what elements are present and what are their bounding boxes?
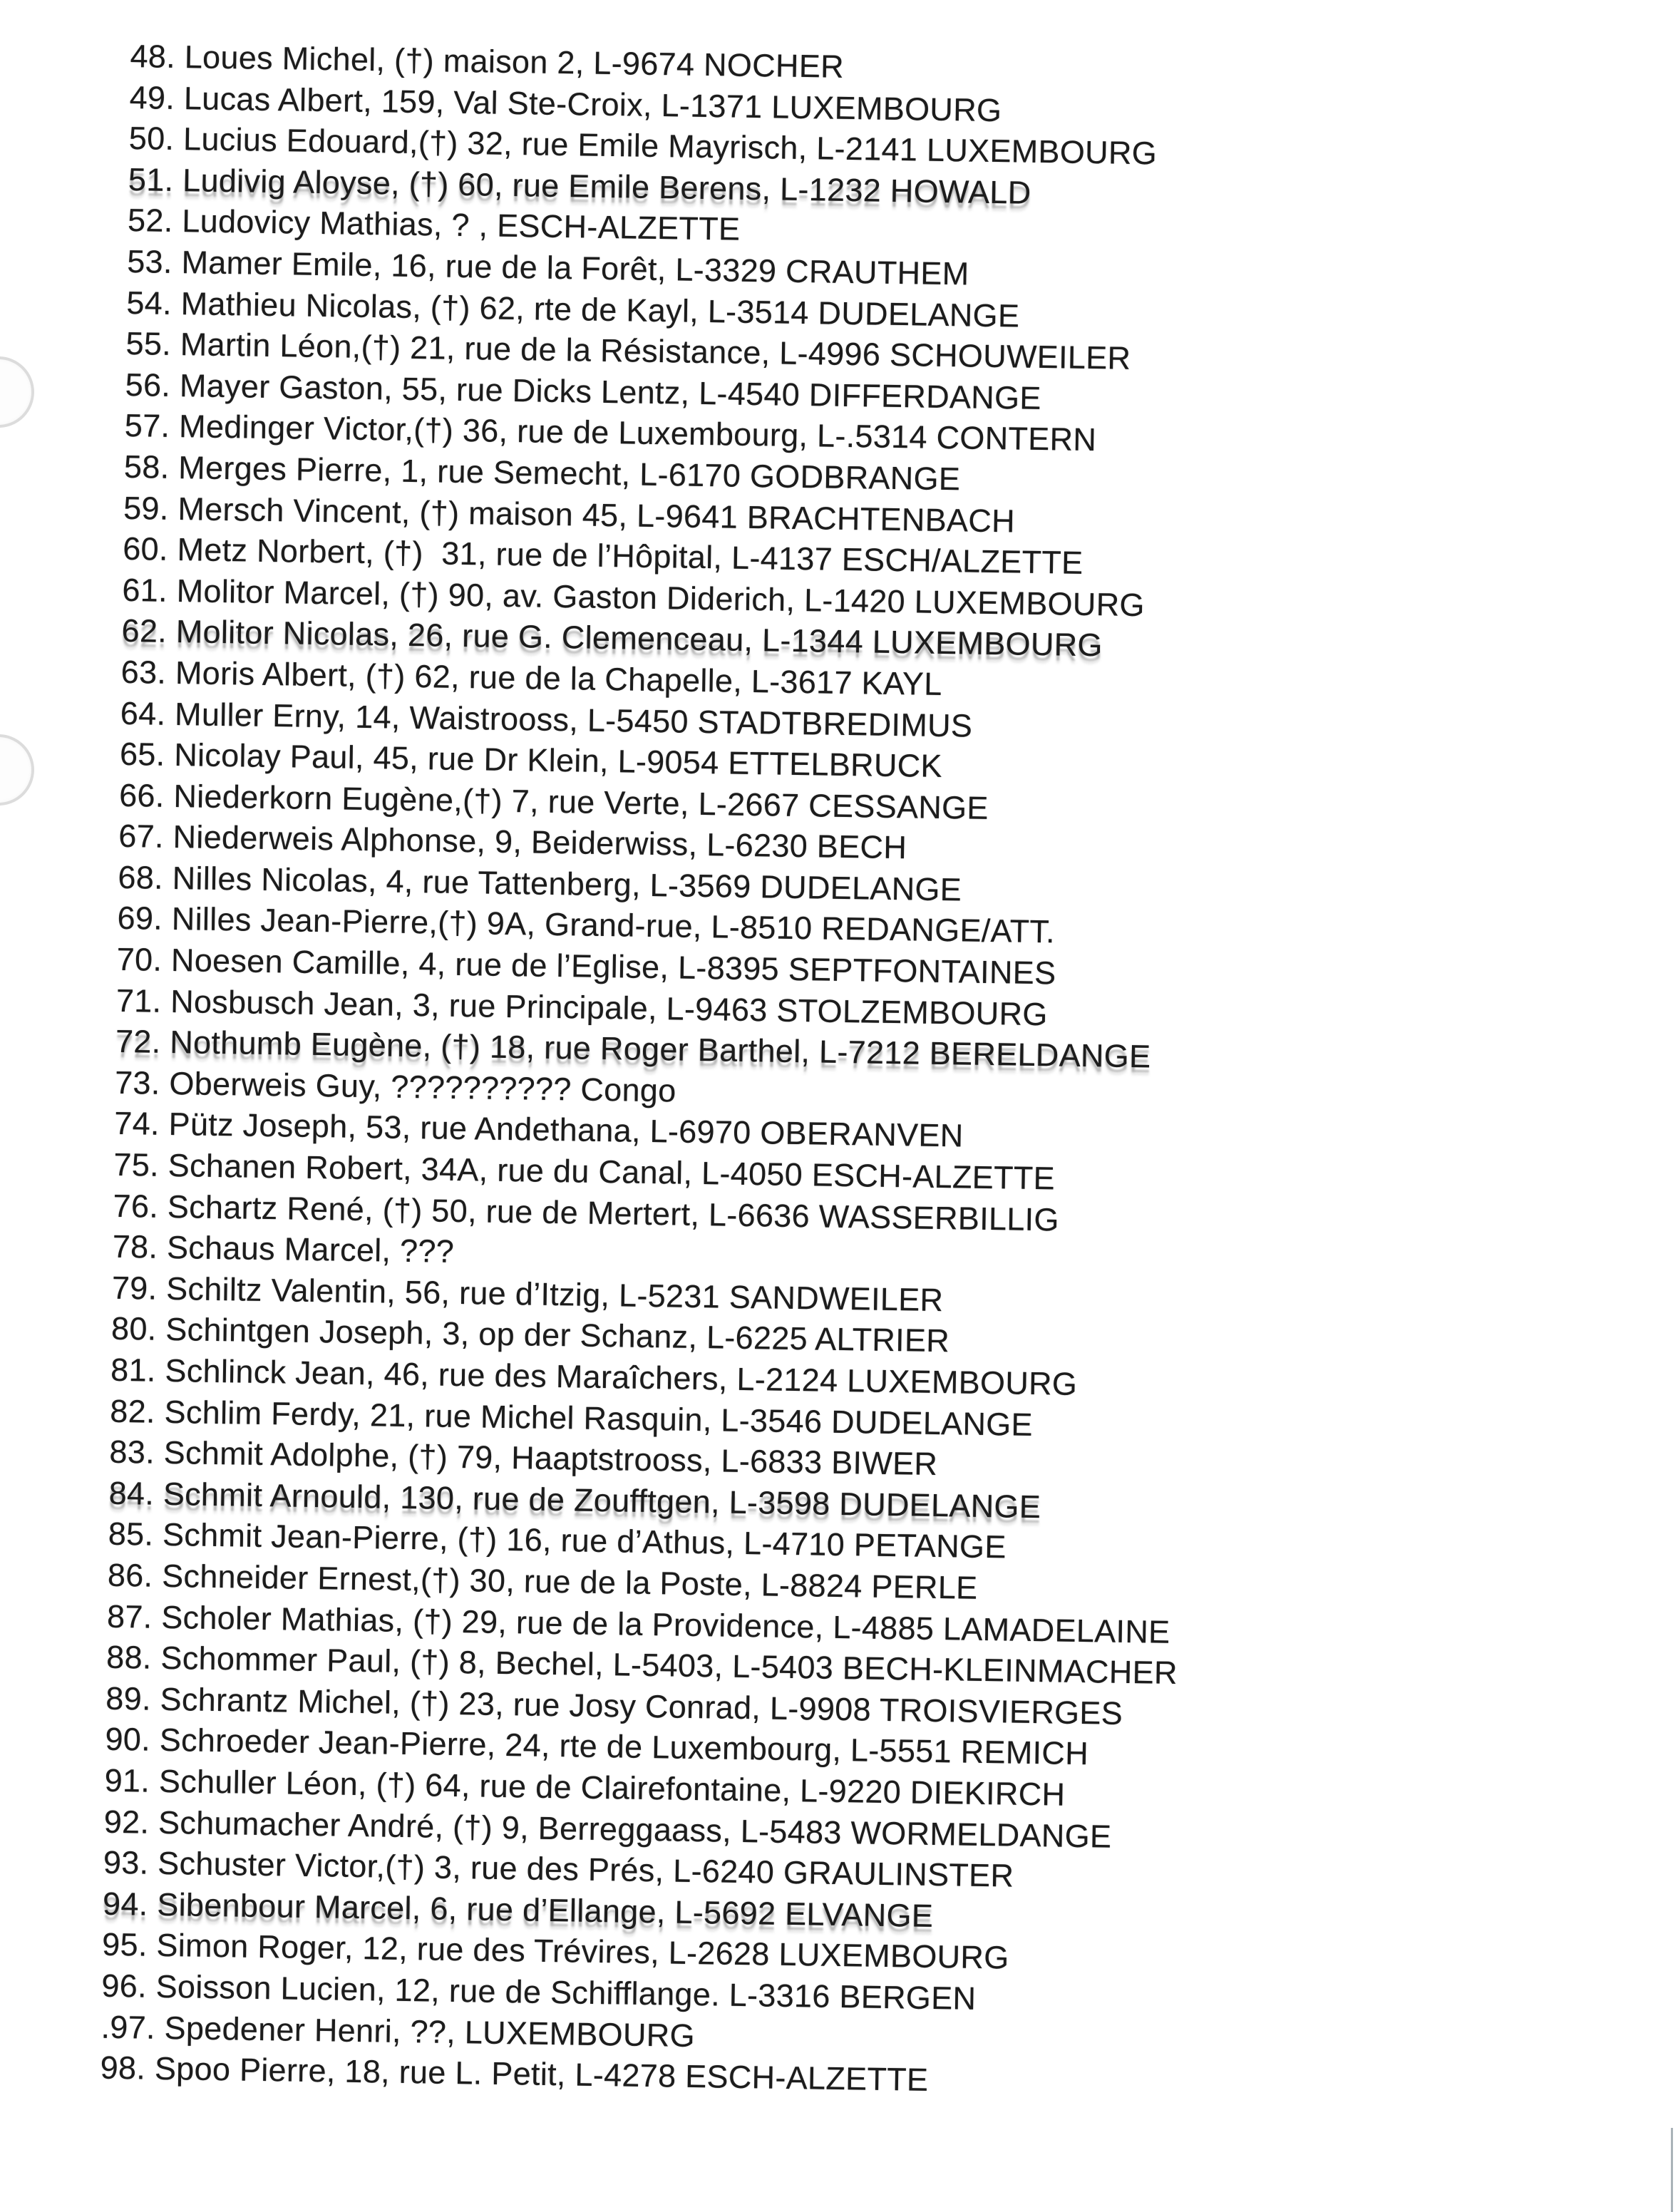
list-entry: 80. Schintgen Joseph, 3, op der Schanz, L-6225 ALTRIER bbox=[110, 1310, 950, 1359]
list-entry: 85. Schmit Jean-Pierre, (†) 16, rue d’Athus, L-4710 PETANGE bbox=[108, 1516, 1007, 1565]
list-entry: 56. Mayer Gaston, 55, rue Dicks Lentz, L-4540 DIFFERDANGE bbox=[125, 366, 1042, 416]
list-entry: 94. Sibenbour Marcel, 6, rue d’Ellange, L-5692 ELVANGE bbox=[102, 1885, 934, 1934]
list-entry: 78. Schaus Marcel, ??? bbox=[112, 1228, 455, 1270]
list-entry: 88. Schommer Paul, (†) 8, Bechel, L-5403, L-5403 BECH-KLEINMACHER bbox=[105, 1638, 1178, 1692]
list-entry: 76. Schartz René, (†) 50, rue de Mertert, L-6636 WASSERBILLIG bbox=[113, 1187, 1060, 1238]
scanner-edge-line bbox=[1671, 2128, 1673, 2212]
list-entry: 63. Moris Albert, (†) 62, rue de la Chapelle, L-3617 KAYL bbox=[120, 653, 942, 702]
list-entry: 66. Niederkorn Eugène,(†) 7, rue Verte, L-2667 CESSANGE bbox=[118, 776, 989, 826]
list-entry: 61. Molitor Marcel, (†) 90, av. Gaston Diderich, L-1420 LUXEMBOURG bbox=[122, 571, 1146, 623]
list-entry: 95. Simon Roger, 12, rue des Trévires, L-2628 LUXEMBOURG bbox=[101, 1926, 1009, 1976]
list-entry: 60. Metz Norbert, (†) 31, rue de l’Hôpital, L-4137 ESCH/ALZETTE bbox=[122, 530, 1084, 582]
list-entry: 81. Schlinck Jean, 46, rue des Maraîchers, L-2124 LUXEMBOURG bbox=[110, 1351, 1078, 1402]
list-entry: .97. Spedener Henri, ??, LUXEMBOURG bbox=[101, 2008, 696, 2054]
list-entry: 54. Mathieu Nicolas, (†) 62, rte de Kayl, L-3514 DUDELANGE bbox=[126, 284, 1020, 334]
list-entry: 89. Schrantz Michel, (†) 23, rue Josy Conrad, L-9908 TROISVIERGES bbox=[105, 1679, 1123, 1732]
list-entry: 91. Schuller Léon, (†) 64, rue de Clairefontaine, L-9220 DIEKIRCH bbox=[104, 1761, 1066, 1813]
list-entry: 82. Schlim Ferdy, 21, rue Michel Rasquin, L-3546 DUDELANGE bbox=[110, 1392, 1034, 1443]
list-entry: 49. Lucas Albert, 159, Val Ste-Croix, L-1371 LUXEMBOURG bbox=[129, 78, 1002, 128]
list-entry: 48. Loues Michel, (†) maison 2, L-9674 NOCHER bbox=[130, 37, 845, 85]
list-entry: 83. Schmit Adolphe, (†) 79, Haaptstrooss, L-6833 BIWER bbox=[109, 1433, 938, 1483]
list-entry: 62. Molitor Nicolas, 26, rue G. Clemenceau, L-1344 LUXEMBOURG bbox=[121, 612, 1103, 664]
list-entry: 50. Lucius Edouard,(†) 32, rue Emile Mayrisch, L-2141 LUXEMBOURG bbox=[128, 120, 1158, 172]
entry-list bbox=[100, 36, 1528, 2109]
list-entry: 84. Schmit Arnould, 130, rue de Zoufftgen, L-3598 DUDELANGE bbox=[108, 1474, 1041, 1525]
list-entry: 73. Oberweis Guy, ?????????? Congo bbox=[114, 1064, 676, 1109]
list-entry: 74. Pütz Joseph, 53, rue Andethana, L-6970 OBERANVEN bbox=[113, 1105, 964, 1154]
list-entry: 79. Schiltz Valentin, 56, rue d’Itzig, L-5231 SANDWEILER bbox=[111, 1269, 944, 1318]
list-entry: 70. Noesen Camille, 4, rue de l’Eglise, L-8395 SEPTFONTAINES bbox=[116, 940, 1056, 992]
list-entry: 65. Nicolay Paul, 45, rue Dr Klein, L-9054 ETTELBRUCK bbox=[119, 735, 943, 785]
binder-hole-top bbox=[0, 356, 34, 428]
list-entry: 69. Nilles Jean-Pierre,(†) 9A, Grand-rue, L-8510 REDANGE/ATT. bbox=[117, 900, 1056, 950]
list-entry: 68. Nilles Nicolas, 4, rue Tattenberg, L-3569 DUDELANGE bbox=[118, 858, 962, 908]
list-entry: 51. Ludivig Aloyse, (†) 60, rue Emile Berens, L-1232 HOWALD bbox=[128, 160, 1031, 211]
list-entry: 93. Schuster Victor,(†) 3, rue des Prés, L-6240 GRAULINSTER bbox=[103, 1843, 1014, 1894]
binder-hole-bottom bbox=[0, 734, 34, 806]
list-entry: 96. Soisson Lucien, 12, rue de Schifflange. L-3316 BERGEN bbox=[101, 1967, 977, 2017]
list-entry: 87. Scholer Mathias, (†) 29, rue de la Providence, L-4885 LAMADELAINE bbox=[106, 1598, 1170, 1650]
list-entry: 98. Spoo Pierre, 18, rue L. Petit, L-4278 ESCH-ALZETTE bbox=[100, 2049, 929, 2099]
list-entry: 75. Schanen Robert, 34A, rue du Canal, L-4050 ESCH-ALZETTE bbox=[113, 1146, 1056, 1197]
list-entry: 72. Nothumb Eugène, (†) 18, rue Roger Barthel, L-7212 BERELDANGE bbox=[115, 1023, 1151, 1075]
list-entry: 53. Mamer Emile, 16, rue de la Forêt, L-3329 CRAUTHEM bbox=[126, 242, 969, 292]
list-entry: 58. Merges Pierre, 1, rue Semecht, L-6170 GODBRANGE bbox=[123, 448, 961, 498]
list-entry: 52. Ludovicy Mathias, ? , ESCH-ALZETTE bbox=[127, 202, 741, 248]
list-entry: 92. Schumacher André, (†) 9, Berreggaass, L-5483 WORMELDANGE bbox=[103, 1803, 1112, 1855]
list-entry: 57. Medinger Victor,(†) 36, rue de Luxembourg, L-.5314 CONTERN bbox=[124, 407, 1097, 458]
list-entry: 64. Muller Erny, 14, Waistrooss, L-5450 STADTBREDIMUS bbox=[120, 694, 973, 744]
list-entry: 86. Schneider Ernest,(†) 30, rue de la Poste, L-8824 PERLE bbox=[107, 1556, 978, 1606]
list-entry: 67. Niederweis Alphonse, 9, Beiderwiss, L-6230 BECH bbox=[118, 818, 907, 866]
list-entry: 90. Schroeder Jean-Pierre, 24, rte de Luxembourg, L-5551 REMICH bbox=[105, 1721, 1089, 1772]
list-entry: 71. Nosbusch Jean, 3, rue Principale, L-9463 STOLZEMBOURG bbox=[115, 982, 1049, 1032]
list-entry: 59. Mersch Vincent, (†) maison 45, L-9641 BRACHTENBACH bbox=[123, 489, 1016, 540]
list-entry: 55. Martin Léon,(†) 21, rue de la Résistance, L-4996 SCHOUWEILER bbox=[125, 325, 1131, 377]
